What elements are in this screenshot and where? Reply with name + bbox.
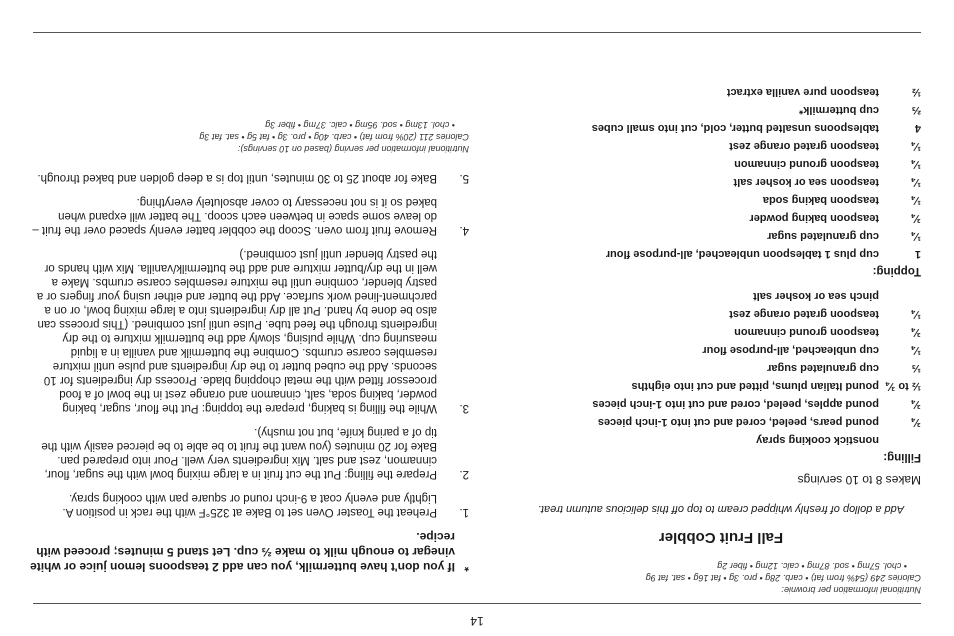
ingredient-quantity: ¼ [911,140,921,152]
servings-count: Makes 8 to 10 servings [797,473,921,487]
serving-nutrition [29,119,469,155]
instruction-steps [29,171,469,519]
brownie-nutrition [521,560,921,596]
ingredient-text: pound Italian plums, pitted and cut into eighths [631,380,879,392]
ingredient-text: cup granulated sugar [767,362,879,374]
ingredient-quantity: ¼ [911,344,921,356]
instruction-step [29,247,469,415]
step-text: While the filling is baking, prepare the topping: Put the flour, sugar, baking powder, baking soda, salt, cinnamon and orange zest in the bowl of a food processor fitted with the metal chopping blade. Process dry ingredients for 10 seconds. Add the cubed butter to the dry ingredients and pulse until mixture resembles coarse crumbs. Combine the buttermilk and vanilla in a liquid measuring cup. While pulsing, slowly add the buttermilk mixture to the dry ingredients through the feed tube. Pulse until just combined. (This process can also be done by hand. Put all dry ingredients into a large mixing bowl, or on a parchment-lined work surface. Add the butter and either using your fingers or a pastry blender, combine until the mixture resembles coarse crumbs. Make a well in the dry/butter mixture and add the buttermilk/vanilla. Mix with hands or the pastry blender until just combined.) [36,248,437,414]
step-number: 2. [459,468,469,480]
ingredient-quantity [879,287,921,305]
step-number: 1. [459,506,469,518]
filling-ingredient [521,431,921,449]
ingredient-quantity: ½ to ¾ [886,380,921,392]
filling-ingredient [521,341,921,359]
ingredient-quantity: ¾ [911,326,921,338]
topping-ingredient [521,227,921,245]
serving-nutrition-line-2: • chol. 13mg • sod. 95mg • calc. 37mg • fiber 3g [265,120,455,130]
ingredient-text: teaspoon grated orange zest [729,308,879,320]
step-text: Preheat the Toaster Oven set to Bake at 325°F with the rack in position A. Lightly and evenly coat a 9-inch round or square pan with cooking spray. [62,492,437,518]
topping-ingredient [521,137,921,155]
instruction-step [29,195,469,237]
left-column [521,83,921,596]
step-text: Bake for about 25 to 30 minutes, until top is a deep golden and baked through. [37,172,437,184]
ingredient-text: teaspoon baking soda [762,194,879,206]
topping-ingredient [521,101,921,119]
brownie-nutrition-line-1: Calories 249 (54% from fat) • carb. 28g • pro. 3g • fat 16g • sat. fat 9g [645,573,921,583]
ingredient-text: teaspoon grated orange zest [729,140,879,152]
ingredient-text: teaspoon ground cinnamon [734,326,879,338]
filling-heading: Filling: [883,451,921,463]
topping-ingredient [521,83,921,101]
ingredient-text: tablespoons unsalted butter, cold, cut into small cubes [591,122,879,134]
filling-ingredient [521,359,921,377]
ingredient-quantity: ¼ [911,158,921,170]
ingredient-text: pound pears, peeled, cored and cut into 1-inch pieces [597,416,879,428]
ingredient-quantity: ¾ [911,398,921,410]
bottom-divider [33,32,921,33]
filling-ingredient [521,287,921,305]
serving-nutrition-line-1: Calories 211 (20% from fat) • carb. 40g • pro. 3g • fat 5g • sat. fat 3g [199,132,469,142]
ingredient-text: cup plus 1 tablespoon unbleached, all-purpose flour [605,248,879,260]
ingredient-quantity: ⅔ [911,104,921,116]
topping-ingredient [521,191,921,209]
right-column [29,119,469,596]
instruction-step [29,491,469,519]
ingredient-quantity: ¼ [911,176,921,188]
instruction-step [29,171,469,185]
recipe-intro: Add a dollop of freshly whipped cream to top off this delicious autumn treat. [537,503,905,515]
step-number: 5. [459,172,469,184]
filling-ingredient [521,395,921,413]
filling-ingredient [521,305,921,323]
brownie-nutrition-label: Nutritional information per brownie: [781,585,921,595]
ingredient-quantity: 4 [914,122,921,134]
ingredient-text: teaspoon ground cinnamon [734,158,879,170]
ingredient-text: teaspoon baking powder [749,212,879,224]
top-divider [33,603,921,604]
topping-ingredient [521,155,921,173]
ingredient-quantity: ½ [911,86,921,98]
filling-ingredient-list [521,287,921,449]
ingredient-quantity: ¾ [911,416,921,428]
recipe-title: Fall Fruit Cobbler [658,529,784,546]
footnote-text: If you don't have buttermilk, you can add 2 teaspoons lemon juice or white vinegar to enough milk to make ⅔ cup. Let stand 5 minutes; proceed with recipe. [30,530,455,574]
page-number: 14 [470,614,484,628]
step-text: Prepare the filling: Put the cut fruit in a large mixing bowl with the sugar, flour, cinnamon, zest and salt. Mix ingredients very well. Pour into prepared pan. Bake for 20 minutes (you want the fruit to be able to be pierced easily with the tip of a paring knife, but not mushy). [41,426,437,480]
ingredient-quantity: ¼ [911,308,921,320]
filling-ingredient [521,323,921,341]
ingredient-text: teaspoon pure vanilla extract [726,86,879,98]
ingredient-text: cup granulated sugar [767,230,879,242]
ingredient-quantity: ¼ [911,230,921,242]
ingredient-quantity: ¾ [911,212,921,224]
ingredient-text: nonstick cooking spray [756,434,879,446]
serving-nutrition-label: Nutritional information per serving (based on 10 servings): [237,144,469,154]
topping-ingredient [521,209,921,227]
topping-ingredient [521,173,921,191]
footnote-asterisk: * [464,560,469,574]
filling-ingredient [521,413,921,431]
step-text: Remove fruit from oven. Scoop the cobbler batter evenly spaced over the fruit – do leave some space in between each scoop. The batter will expand when baked so it is not necessary to cover absolutely everything. [32,196,437,236]
ingredient-quantity: ⅓ [911,362,921,374]
ingredient-text: cup buttermilk* [798,104,879,116]
ingredient-text: pinch sea or kosher salt [753,290,879,302]
step-number: 4. [459,224,469,236]
filling-ingredient [521,377,921,395]
topping-ingredient [521,119,921,137]
brownie-nutrition-line-2: • chol. 57mg • sod. 87mg • calc. 12mg • fiber 2g [717,561,907,571]
topping-ingredient [521,245,921,263]
ingredient-quantity: 1 [914,248,921,260]
ingredient-text: cup unbleached, all-purpose flour [702,344,879,356]
topping-ingredient-list [521,83,921,263]
ingredient-text: teaspoon sea or kosher salt [733,176,879,188]
ingredient-text: pound apples, peeled, cored and cut into 1-inch pieces [592,398,879,410]
instruction-step [29,425,469,481]
topping-heading: Topping: [872,265,921,277]
ingredient-quantity [879,431,921,449]
ingredient-quantity: ¼ [911,194,921,206]
buttermilk-footnote [29,529,469,574]
step-number: 3. [459,402,469,414]
